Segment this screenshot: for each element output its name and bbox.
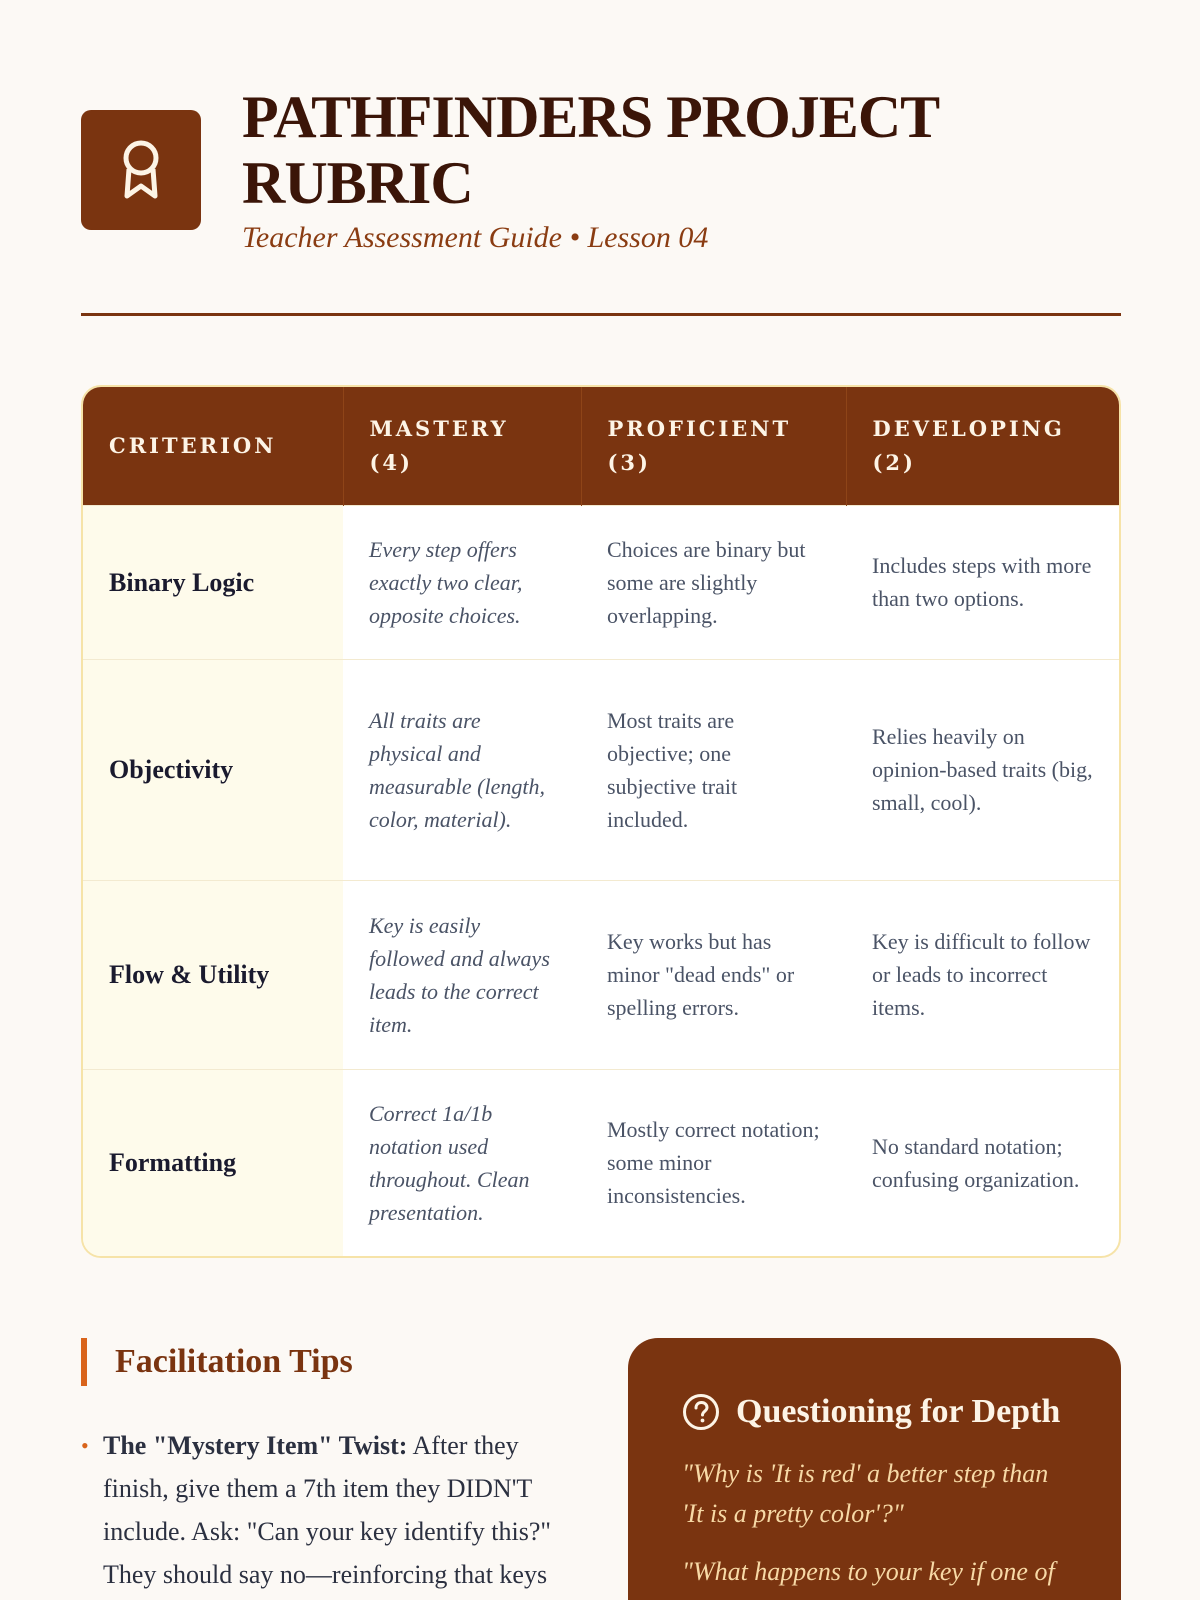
mastery-cell: Key is easily followed and always leads to the correct item.	[343, 880, 581, 1069]
tip-title: The "Mystery Item" Twist:	[103, 1431, 408, 1460]
tips-list	[81, 1424, 581, 1596]
criterion-cell: Formatting	[83, 1069, 343, 1256]
header-proficient: PROFICIENT (3)	[581, 387, 846, 505]
question-quote: "Why is 'It is red' a better step than 'It is a pretty color'?"	[682, 1459, 1049, 1528]
table-row	[83, 1069, 1119, 1256]
proficient-cell: Key works but has minor "dead ends" or spelling errors.	[581, 880, 846, 1069]
proficient-cell: Choices are binary but some are slightly overlapping.	[581, 505, 846, 659]
criterion-cell: Flow & Utility	[83, 880, 343, 1069]
mastery-cell: Correct 1a/1b notation used throughout. Clean presentation.	[343, 1069, 581, 1256]
question-quote: "What happens to your key if one of	[682, 1557, 1055, 1586]
criterion-cell: Binary Logic	[83, 505, 343, 659]
page-title: PATHFINDERS PROJECT RUBRIC	[242, 84, 939, 216]
developing-cell: Includes steps with more than two options.	[846, 505, 1119, 659]
tip-text: After they finish, give them a 7th item they DIDN'T include. Ask: "Can your key identify this?" They should say no—reinforcing that keys	[103, 1431, 551, 1589]
developing-cell: Key is difficult to follow or leads to incorrect items.	[846, 880, 1119, 1069]
proficient-cell: Most traits are objective; one subjective trait included.	[581, 659, 846, 880]
criterion-cell: Objectivity	[83, 659, 343, 880]
developing-cell: No standard notation; confusing organization.	[846, 1069, 1119, 1256]
title-block	[242, 84, 1121, 256]
table-row	[83, 505, 1119, 659]
questioning-title: Questioning for Depth	[736, 1393, 1061, 1430]
questioning-heading	[682, 1390, 1067, 1434]
rubric-table	[81, 385, 1121, 1258]
proficient-cell: Mostly correct notation; some minor inconsistencies.	[581, 1069, 846, 1256]
tips-heading: Facilitation Tips	[81, 1338, 581, 1386]
header-divider	[81, 313, 1121, 316]
mastery-cell: Every step offers exactly two clear, opposite choices.	[343, 505, 581, 659]
page-subtitle: Teacher Assessment Guide • Lesson 04	[242, 221, 709, 254]
developing-cell: Relies heavily on opinion-based traits (big, small, cool).	[846, 659, 1119, 880]
header-criterion: CRITERION	[83, 387, 343, 505]
list-item	[81, 1424, 581, 1596]
mastery-cell: All traits are physical and measurable (length, color, material).	[343, 659, 581, 880]
table-row	[83, 880, 1119, 1069]
rubric-header-row	[83, 387, 1119, 505]
questioning-card	[628, 1338, 1121, 1600]
header-mastery: MASTERY (4)	[343, 387, 581, 505]
question-circle-icon	[682, 1393, 720, 1431]
bullet-icon: •	[81, 1433, 89, 1458]
facilitation-tips	[81, 1338, 581, 1596]
award-ribbon-icon	[81, 110, 201, 230]
table-row	[83, 659, 1119, 880]
page-header	[81, 84, 1121, 256]
header-developing: DEVELOPING (2)	[846, 387, 1119, 505]
